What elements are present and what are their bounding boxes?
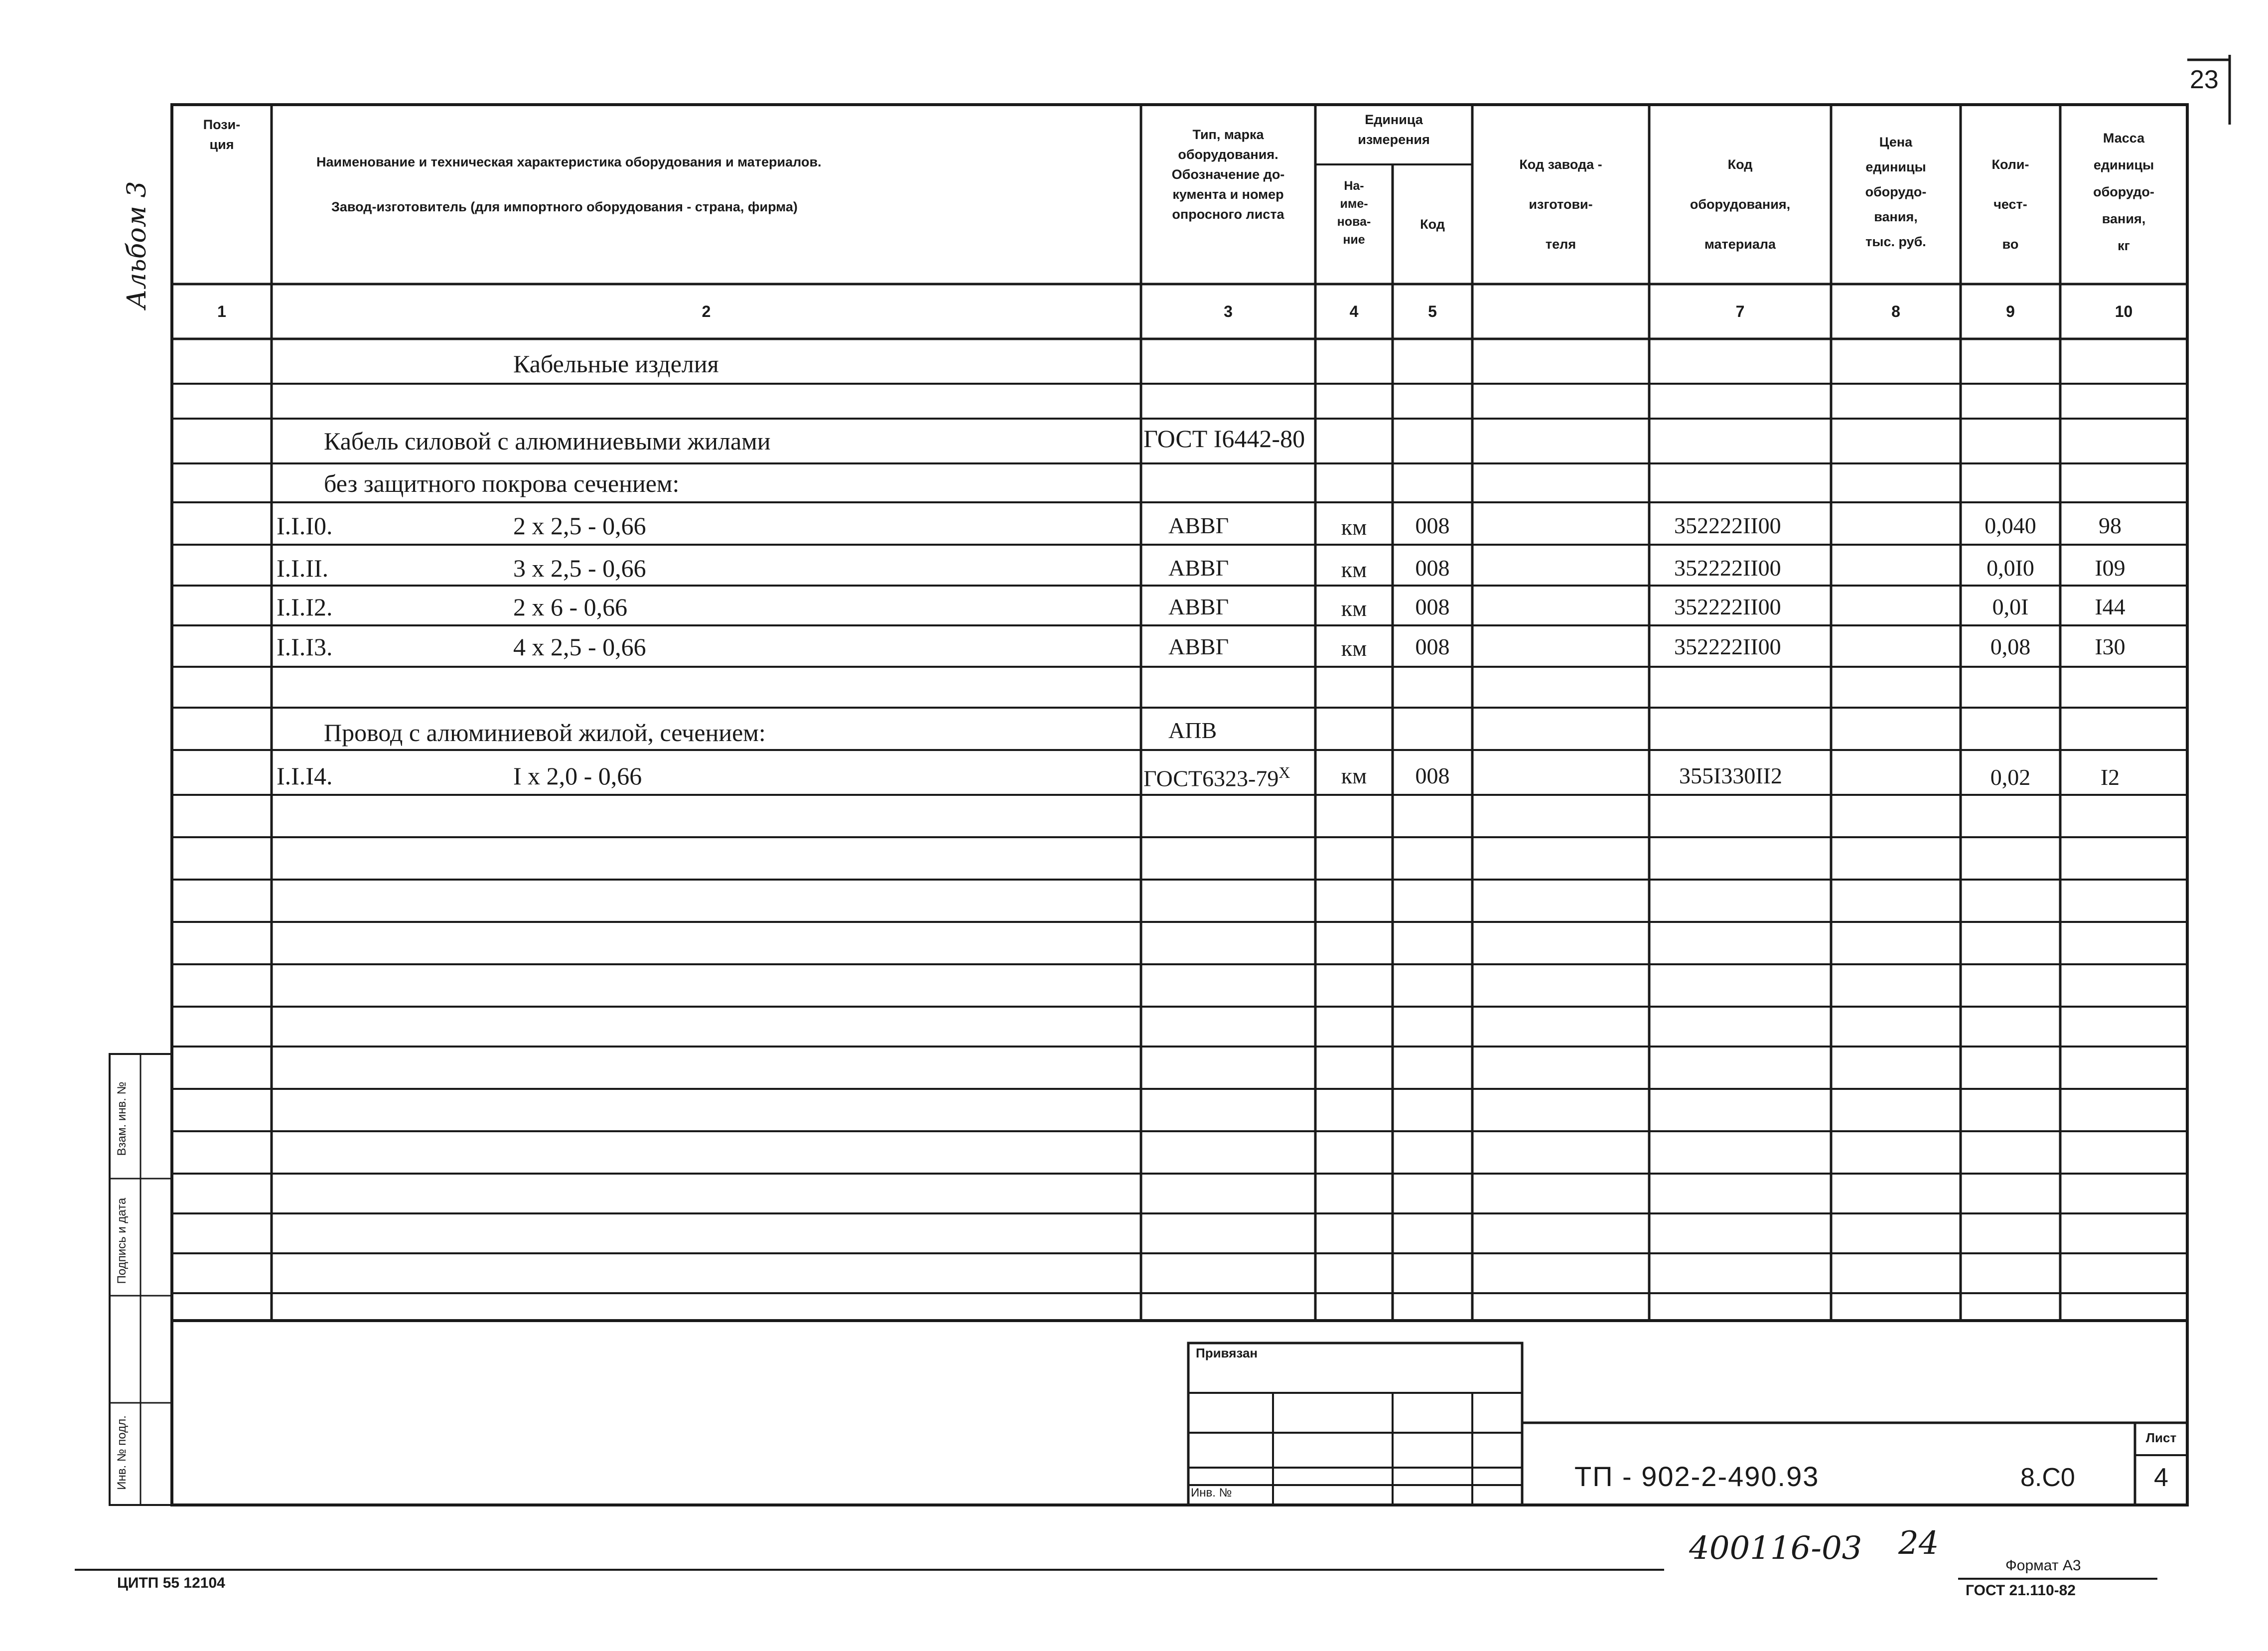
- footer-format: Формат А3: [2005, 1557, 2081, 1574]
- group2-type: АПВ: [1168, 718, 1217, 743]
- row-mass: 98: [2099, 513, 2122, 538]
- stamp-inv-no: Инв. №: [1191, 1486, 1232, 1500]
- col-num-7: 7: [1735, 302, 1745, 320]
- footer-gost: ГОСТ 21.110-82: [1966, 1582, 2076, 1599]
- row-quantity: 0,040: [1984, 513, 2036, 538]
- header-name-line2: Завод-изготовитель (для импортного оборудования - страна, фирма): [331, 199, 798, 214]
- stamp-sheet-code: 8.С0: [2020, 1463, 2075, 1492]
- row-type: АВВГ: [1168, 634, 1229, 659]
- row-unit-code: 008: [1415, 594, 1450, 619]
- group1-name-line1: Кабель силовой с алюминиевыми жилами: [324, 427, 771, 455]
- row-unit-code: 008: [1415, 555, 1450, 581]
- row-unit: км: [1341, 635, 1367, 661]
- header-unit-name: На- име- нова- ние: [1337, 179, 1371, 247]
- group1-standard: ГОСТ I6442-80: [1143, 425, 1305, 452]
- footer-hand-code: 400116-03: [1689, 1530, 1862, 1567]
- row-quantity: 0,0I: [1992, 594, 2029, 619]
- row-quantity: 0,02: [1990, 764, 2031, 790]
- col-num-9: 9: [2006, 302, 2015, 320]
- group1-name-line2: без защитного покрова сечением:: [324, 469, 680, 497]
- col-num-4: 4: [1349, 302, 1359, 320]
- row-type: АВВГ: [1168, 513, 1229, 538]
- group2-name: Провод с алюминиевой жилой, сечением:: [324, 719, 766, 747]
- col-num-5: 5: [1428, 302, 1437, 320]
- row-standard: [1143, 757, 1290, 793]
- row-unit-code: 008: [1415, 763, 1450, 788]
- row-unit: км: [1341, 596, 1367, 621]
- col-num-2: 2: [702, 302, 711, 320]
- row-unit-code: 008: [1415, 513, 1450, 538]
- row-position: I.I.I4.: [277, 762, 333, 790]
- header-unit-group: Единица измерения: [1358, 112, 1430, 147]
- header-mass: Масса единицы оборудо- вания, кг: [2093, 131, 2154, 253]
- row-equipment-code: 352222II00: [1674, 513, 1781, 538]
- header-type: Тип, марка оборудования. Обозначение до- кумента и номер опросного листа: [1171, 127, 1285, 222]
- col-num-10: 10: [2115, 302, 2133, 320]
- header-manufacturer-code: Код завода - изготови- теля: [1519, 157, 1602, 252]
- row-standard-text: ГОСТ6323-79: [1143, 765, 1279, 791]
- row-type: АВВГ: [1168, 555, 1229, 581]
- row-spec: 2 x 2,5 - 0,66: [513, 512, 646, 540]
- row-mass: I30: [2095, 634, 2126, 659]
- side-podpis-data: Подпись и дата: [115, 1198, 129, 1284]
- stamp-list-number: 4: [2154, 1463, 2168, 1492]
- row-unit: км: [1341, 514, 1367, 540]
- row-position: I.I.I0.: [277, 512, 333, 540]
- row-equipment-code: 352222II00: [1674, 634, 1781, 659]
- row-equipment-code: 352222II00: [1674, 594, 1781, 619]
- header-unit-code: Код: [1420, 217, 1445, 232]
- row-spec: I x 2,0 - 0,66: [513, 762, 642, 790]
- section-title: Кабельные изделия: [513, 350, 719, 378]
- header-equipment-code: Код оборудования, материала: [1690, 157, 1791, 252]
- header-quantity: Коли- чест- во: [1991, 157, 2029, 252]
- col-num-8: 8: [1891, 302, 1900, 320]
- row-unit: км: [1341, 763, 1367, 788]
- row-mass: I2: [2100, 764, 2120, 790]
- row-spec: 2 x 6 - 0,66: [513, 593, 628, 621]
- row-quantity: 0,0I0: [1986, 555, 2034, 581]
- album-label: Альбом 3: [122, 181, 152, 309]
- row-mass: I44: [2095, 594, 2126, 619]
- row-position: I.I.I3.: [277, 633, 333, 661]
- footer-hand-page: 24: [1898, 1525, 1939, 1562]
- row-unit-code: 008: [1415, 634, 1450, 659]
- row-quantity: 0,08: [1990, 634, 2031, 659]
- sheet-corner-number: 23: [2190, 65, 2219, 94]
- row-type: АВВГ: [1168, 594, 1229, 619]
- stamp-doc-code: ТП - 902-2-490.93: [1574, 1461, 1820, 1492]
- col-num-3: 3: [1224, 302, 1233, 320]
- row-position: I.I.II.: [277, 554, 329, 582]
- footer-left-code: ЦИТП 55 12104: [117, 1575, 225, 1591]
- row-standard-sup: X: [1278, 763, 1290, 781]
- row-mass: I09: [2095, 555, 2126, 581]
- row-spec: 4 x 2,5 - 0,66: [513, 633, 646, 661]
- stamp-privyazan: Привязан: [1196, 1346, 1258, 1360]
- row-equipment-code: 352222II00: [1674, 555, 1781, 581]
- stamp-list-label: Лист: [2145, 1430, 2177, 1445]
- side-inv-podl: Инв. № подл.: [115, 1415, 129, 1490]
- header-price: Цена единицы оборудо- вания, тыс. руб.: [1865, 135, 1927, 249]
- header-name-line1: Наименование и техническая характеристика оборудования и материалов.: [316, 154, 822, 169]
- side-vzam-inv: Взам. инв. №: [115, 1081, 129, 1156]
- col-num-1: 1: [217, 302, 226, 320]
- row-unit: км: [1341, 557, 1367, 582]
- header-position: Пози- ция: [203, 117, 241, 152]
- row-position: I.I.I2.: [277, 593, 333, 621]
- row-spec: 3 x 2,5 - 0,66: [513, 554, 646, 582]
- row-equipment-code: 355I330II2: [1679, 763, 1782, 788]
